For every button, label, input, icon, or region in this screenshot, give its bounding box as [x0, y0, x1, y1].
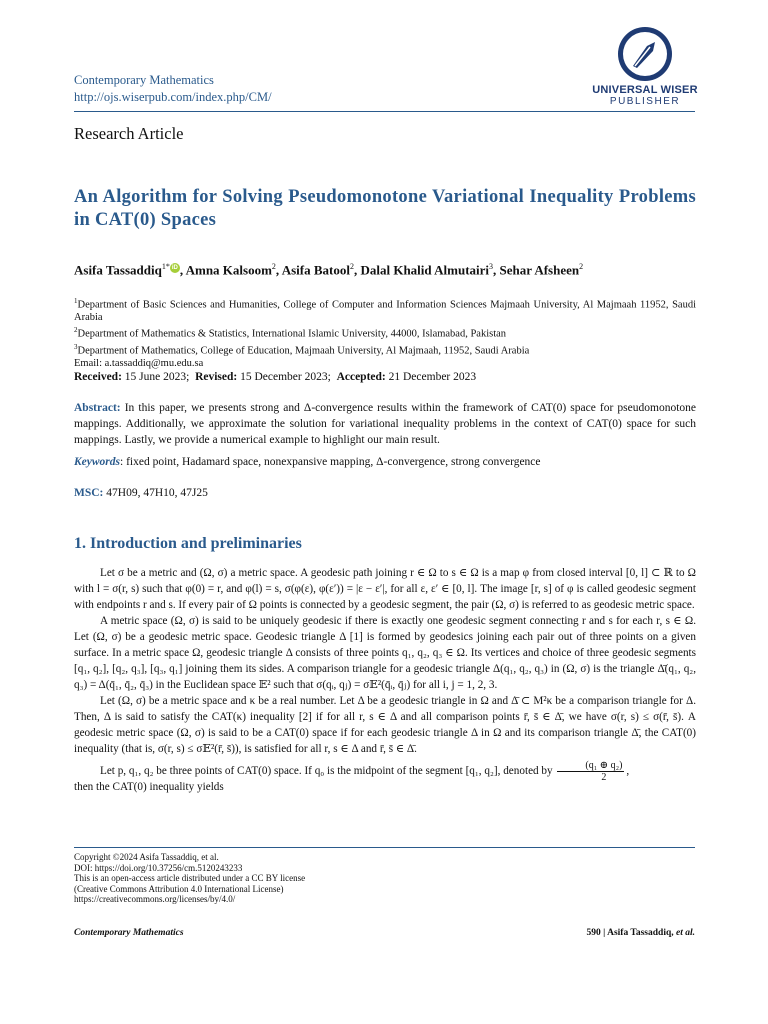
keywords-label: Keywords	[74, 456, 120, 468]
affil-sup: 3	[74, 342, 78, 351]
msc-label: MSC:	[74, 487, 104, 499]
pen-nib-logo-icon	[617, 26, 673, 82]
footer-divider	[74, 847, 695, 848]
copyright-block	[74, 852, 305, 905]
keywords-text: : fixed point, Hadamard space, nonexpansive mapping, Δ-convergence, strong convergence	[120, 456, 541, 468]
paragraph-tail: ,	[626, 765, 630, 778]
copyright-line: Copyright ©2024 Asifa Tassaddiq, et al.	[74, 852, 219, 862]
paragraph: Let σ be a metric and (Ω, σ) a metric space. A geodesic path joining r ∈ Ω to s ∈ Ω is a map φ from closed interval [0, l] ⊂ ℝ to Ω with l = σ(r, s) such that φ(0) = r, and φ(l) = s, σ(φ(ε), φ(ε′)) = |ε − ε′|, for all ε, ε′ ∈ [0, l]. The image [r, s] of φ is called geodesic segment with endpoints r and s. If every pair of Ω points is connected by a geodesic segment, the pair (Ω, σ) is referred to as geodesic metric space.	[74, 567, 696, 611]
paragraph: A metric space (Ω, σ) is said to be uniquely geodesic if there is exactly one geodesic segment connecting r and s for each r, s ∈ Ω. Let (Ω, σ) be a geodesic metric space. Geodesic triangle Δ [1] is formed by geodesics joining each pair out of three points on a given surface. In a metric space Ω, geodesic triangle Δ consists of three points q₁, q₂, q₃ ∈ Ω. Its vertices and choice of three geodesic segments [q₁, q₂], [q₂, q₃], [q₃, q₁] joining them its sides. A comparison triangle for a geodesic triangle Δ(q₁, q₂, q₃) in (Ω, σ) is the triangle Δ̄(q₁, q₂, q₃) = Δ(q̄₁, q̄₂, q̄₃) in the Euclidean space 𝔼² such that σ(qᵢ, qⱼ) = σ𝔼²(q̄ᵢ, q̄ⱼ) for all i, j = 1, 2, 3.	[74, 615, 696, 691]
license-line: This is an open-access article distributed under a CC BY license	[74, 873, 306, 883]
journal-header	[74, 72, 272, 106]
accepted-date: 21 December 2023	[388, 371, 477, 383]
author-affil-sup: 1*	[161, 262, 170, 271]
affiliation-item	[74, 341, 696, 358]
revised-label: Revised:	[195, 371, 238, 383]
author-name: Sehar Afsheen	[499, 262, 580, 278]
revised-date: 15 December 2023;	[240, 371, 331, 383]
author-affil-sup: 3	[489, 262, 494, 271]
footer-journal: Contemporary Mathematics	[74, 928, 184, 938]
email[interactable]: Email: a.tassaddiq@mu.edu.sa	[74, 357, 204, 369]
affiliation-item	[74, 324, 696, 341]
abstract-label: Abstract:	[74, 402, 121, 414]
author-name: Amna Kalsoom	[185, 262, 272, 278]
author-affil-sup: 2	[349, 262, 354, 271]
received-label: Received:	[74, 371, 122, 383]
author-name: Dalal Khalid Almutairi	[360, 262, 490, 278]
accepted-label: Accepted:	[336, 371, 386, 383]
fraction-numerator: (q₁ ⊕ q₂)	[557, 760, 624, 772]
publisher-logo	[590, 26, 700, 107]
footer-etal: et al.	[676, 928, 695, 938]
license-link[interactable]: https://creativecommons.org/licenses/by/4.0/	[74, 894, 236, 904]
abstract	[74, 400, 696, 448]
article-type: Research Article	[74, 124, 184, 143]
midpoint-fraction	[557, 760, 624, 783]
received-date: 15 June 2023;	[124, 371, 190, 383]
paragraph: Let (Ω, σ) be a metric space and κ be a real number. Let Δ be a geodesic triangle in Ω and Δ̄ ⊂ M²κ be a comparison triangle for Δ. Then, Δ is said to satisfy the CAT(κ) inequality [2] if for all r, s ∈ Δ and all comparison points r̄, s̄ ∈ Δ̄, we have σ(r, s) ≤ σ(r̄, s̄). A geodesic metric space (Ω, σ) is said to be a CAT(0) space if for each geodesic triangle Δ in Ω and its comparison triangle Δ̄, the CAT(0) inequality (that is, σ(r, s) ≤ σ𝔼²(r̄, s̄)), is satisfied for all r, s ∈ Δ and r̄, s̄ ∈ Δ̄.	[74, 695, 696, 755]
affil-text: Department of Basic Sciences and Humanities, College of Computer and Information Sciences Majmaah University, Al Majmaah 11952, Saudi Arabia	[74, 299, 696, 323]
section-heading: 1. Introduction and preliminaries	[74, 535, 302, 552]
paragraph-text: Let p, q₁, q₂ be three points of CAT(0) space. If q₀ is the midpoint of the segment [q₁, q₂], denoted by	[100, 765, 553, 778]
header-divider	[74, 111, 695, 112]
article-dates	[74, 371, 476, 383]
body-text	[74, 565, 696, 795]
journal-name: Contemporary Mathematics	[74, 73, 214, 87]
publisher-name: UNIVERSAL WISER	[592, 84, 698, 96]
affiliation-item	[74, 295, 696, 324]
license-line: (Creative Commons Attribution 4.0 International License)	[74, 883, 284, 894]
paragraph-continuation: then the CAT(0) inequality yields	[74, 781, 224, 793]
paper-title: An Algorithm for Solving Pseudomonotone Variational Inequality Problems in CAT(0) Spaces	[74, 187, 696, 230]
author-affil-sup: 2	[579, 262, 584, 271]
msc-text: 47H09, 47H10, 47J25	[106, 487, 208, 499]
affil-sup: 2	[74, 326, 78, 335]
publisher-sub: PUBLISHER	[609, 96, 681, 107]
affil-text: Department of Mathematics & Statistics, International Islamic University, 44000, Islamabad, Pakistan	[77, 328, 507, 340]
footer-author: Asifa Tassaddiq,	[607, 928, 674, 938]
affil-sup: 1	[74, 297, 78, 305]
keywords	[74, 456, 696, 468]
author-name: Asifa Tassaddiq	[74, 262, 162, 278]
abstract-text: In this paper, we presents strong and Δ-convergence results within the framework of CAT(0) space for pseudomonotone mappings. Additionally, we approximate the solution for variational inequality problems in the context of CAT(0) space for such mappings. Lastly, we provide a numerical example to highlight our main result.	[74, 402, 696, 446]
fraction-denominator: 2	[601, 772, 607, 783]
doi-link[interactable]: DOI: https://doi.org/10.37256/cm.5120243233	[74, 862, 243, 873]
affiliations	[74, 295, 696, 370]
journal-url[interactable]: http://ojs.wiserpub.com/index.php/CM/	[74, 90, 272, 104]
orcid-icon[interactable]: iD	[171, 265, 178, 271]
affil-text: Department of Mathematics, College of Education, Majmaah University, Al Majmaah, 11952, Saudi Arabia	[77, 345, 530, 357]
msc	[74, 487, 208, 499]
page-number: 590	[586, 928, 601, 938]
author-list: Asifa Tassaddiq$^{1*}$ iD , Amna Kalsoom$^2$, Asifa Batool$^2$, Dalal Khalid Almutairi$^3$, Sehar Afsheen$^2$	[74, 262, 584, 278]
footer-page-info: 590 | Asifa Tassaddiq, et al.	[586, 928, 695, 938]
author-name: Asifa Batool	[281, 262, 350, 278]
author-affil-sup: 2	[271, 262, 276, 271]
